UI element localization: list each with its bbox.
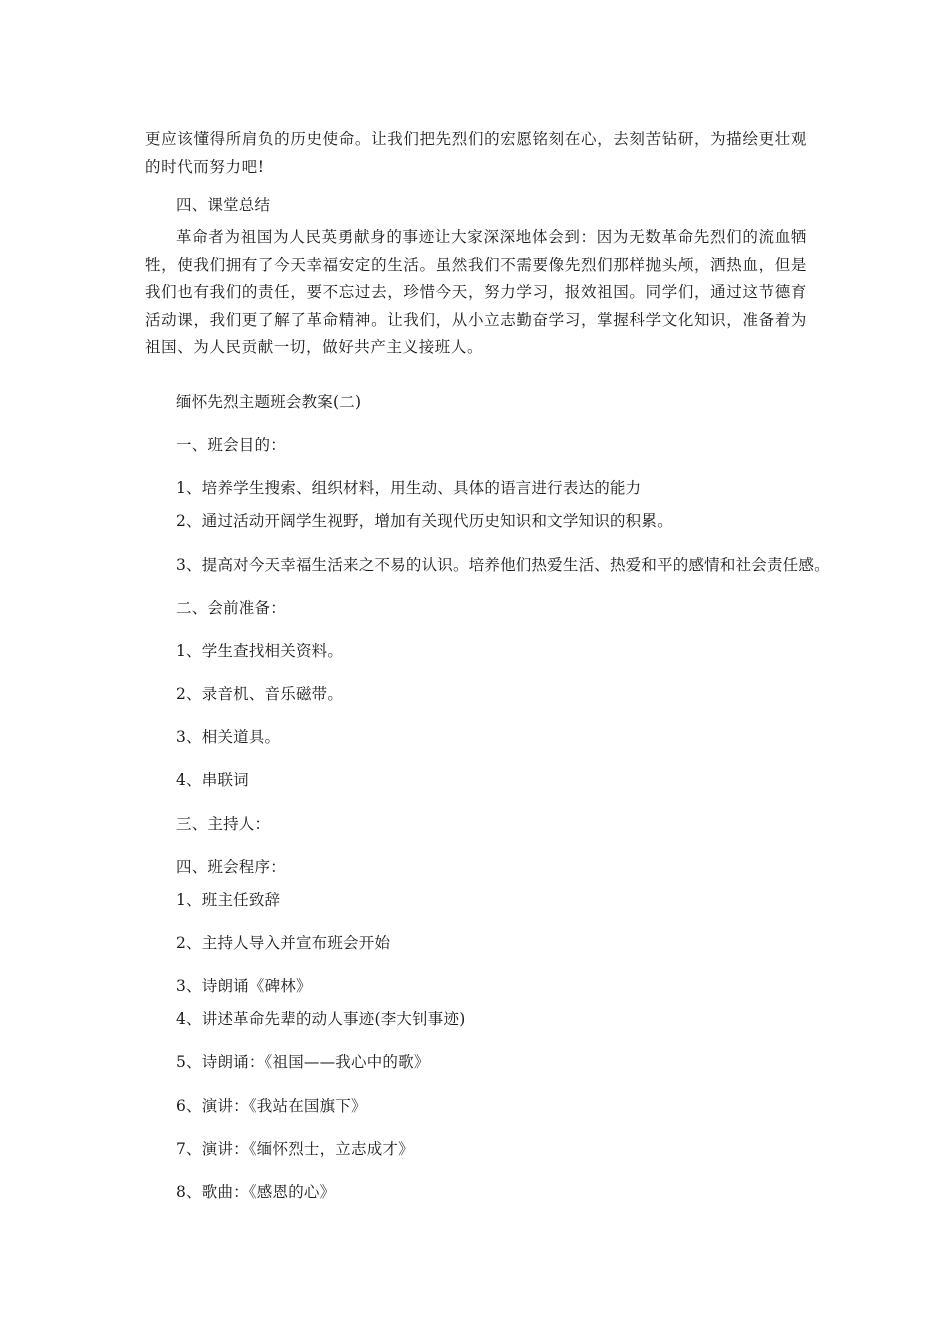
objective-item: 2、通过活动开阔学生视野，增加有关现代历史知识和文学知识的积累。 <box>176 512 673 530</box>
host-heading: 三、主持人： <box>176 815 271 833</box>
preparation-item: 1、学生查找相关资料。 <box>176 642 344 660</box>
intro-paragraph: 更应该懂得所肩负的历史使命。让我们把先烈们的宏愿铭刻在心，去刻苦钻研，为描绘更壮观的时代而努力吧! <box>145 130 807 176</box>
procedure-heading: 四、班会程序： <box>176 858 286 876</box>
objective-item: 1、培养学生搜索、组织材料，用生动、具体的语言进行表达的能力 <box>176 479 642 497</box>
preparation-item: 4、串联词 <box>176 771 249 789</box>
objective-item: 3、提高对今天幸福生活来之不易的认识。培养他们热爱生活、热爱和平的感情和社会责任感。 <box>176 556 830 574</box>
procedure-item: 3、诗朗诵《碑林》 <box>176 977 312 995</box>
summary-paragraph: 革命者为祖国为人民英勇献身的事迹让大家深深地体会到：因为无数革命先烈们的流血牺牲，使我们拥有了今天幸福安定的生活。虽然我们不需要像先烈们那样抛头颅，洒热血，但是我们也有我们的责任，要不忘过去，珍惜今天，努力学习，报效祖国。同学们，通过这节德育活动课，我们更了解了革命精神。让我们，从小立志勤奋学习，掌握科学文化知识，准备着为祖国、为人民贡献一切，做好共产主义接班人。 <box>145 228 807 356</box>
summary-heading: 四、课堂总结 <box>176 196 271 214</box>
procedure-item: 1、班主任致辞 <box>176 891 281 909</box>
preparation-heading: 二、会前准备： <box>176 599 286 617</box>
procedure-item: 2、主持人导入并宣布班会开始 <box>176 934 391 952</box>
procedure-item: 4、讲述革命先辈的动人事迹(李大钊事迹) <box>176 1010 466 1028</box>
objectives-heading: 一、班会目的： <box>176 436 286 454</box>
procedure-item: 6、演讲：《我站在国旗下》 <box>176 1097 367 1115</box>
procedure-item: 5、诗朗诵：《祖国——我心中的歌》 <box>176 1053 430 1071</box>
preparation-item: 3、相关道具。 <box>176 728 281 746</box>
procedure-item: 8、歌曲：《感恩的心》 <box>176 1183 336 1201</box>
procedure-item: 7、演讲：《缅怀烈士，立志成才》 <box>176 1140 414 1158</box>
preparation-item: 2、录音机、音乐磁带。 <box>176 685 344 703</box>
plan-title: 缅怀先烈主题班会教案(二) <box>176 393 362 411</box>
